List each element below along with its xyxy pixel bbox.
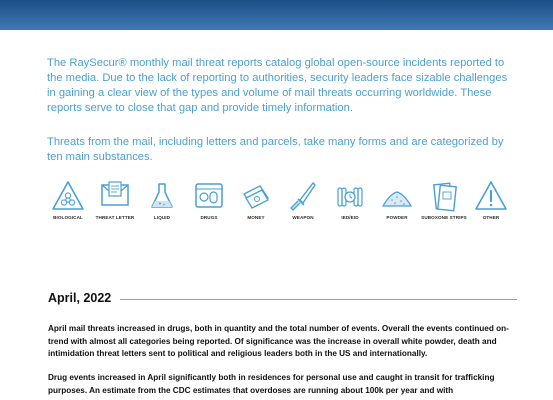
category-label: DRUGS xyxy=(200,215,218,220)
warning-icon xyxy=(474,180,508,212)
report-drugs-paragraph: Drug events increased in April significantly both in residences for personal use and caught in transit for trafficking purposes. An estimate from the CDC estimates that overdoses are running about 100k per year and with xyxy=(48,373,495,395)
category-label: MONEY xyxy=(247,215,265,220)
category-weapon xyxy=(280,180,326,220)
report-month-heading: April, 2022 xyxy=(48,291,112,305)
category-label: BIOLOGICAL xyxy=(53,215,83,220)
category-powder xyxy=(374,180,420,220)
category-label: LIQUID xyxy=(153,215,171,220)
category-biological xyxy=(45,180,91,220)
category-label: WEAPON xyxy=(292,215,314,220)
report-summary-paragraph: April mail threats increased in drugs, both in quantity and the total number of events. Overall the events continued on-trend with almost all categories being reported. Of significance was the increase in overall white powder, death and intimidation threat letters sent to political and religious leaders both in the US and internationally. xyxy=(48,324,509,359)
threat-letter-icon xyxy=(98,180,132,212)
threat-categories xyxy=(45,180,515,235)
pills-icon xyxy=(192,180,226,212)
knife-icon xyxy=(286,180,320,212)
category-threat-letter xyxy=(92,180,138,220)
category-label: POWDER xyxy=(386,215,408,220)
biohazard-icon xyxy=(51,180,85,212)
category-drugs xyxy=(186,180,232,220)
intro-categories-paragraph: Threats from the mail, including letters and parcels, take many forms and are categorized by ten main substances. xyxy=(47,136,504,163)
category-label: OTHER xyxy=(482,215,500,220)
category-label: SUBOXONE STRIPS xyxy=(421,215,467,220)
flask-icon xyxy=(145,180,179,212)
category-money xyxy=(233,180,279,220)
category-label: THREAT LETTER xyxy=(95,215,135,220)
category-ied-eid xyxy=(327,180,373,220)
powder-icon xyxy=(380,180,414,212)
bomb-icon xyxy=(333,180,367,212)
money-icon xyxy=(239,180,273,212)
category-other xyxy=(468,180,514,220)
category-suboxone-strips xyxy=(421,180,467,220)
category-liquid xyxy=(139,180,185,220)
heading-divider xyxy=(120,299,517,300)
header-band xyxy=(0,0,553,30)
intro-paragraph: The RaySecur® monthly mail threat reports catalog global open-source incidents reported to the media. Due to the lack of reporting to authorities, security leaders face sizable challenges in gaining a clear view of the types and volume of mail threats occurring worldwide. These reports serve to close that gap and provide timely information. xyxy=(47,57,508,114)
category-label: IED/EID xyxy=(341,215,359,220)
strips-icon xyxy=(427,180,461,212)
